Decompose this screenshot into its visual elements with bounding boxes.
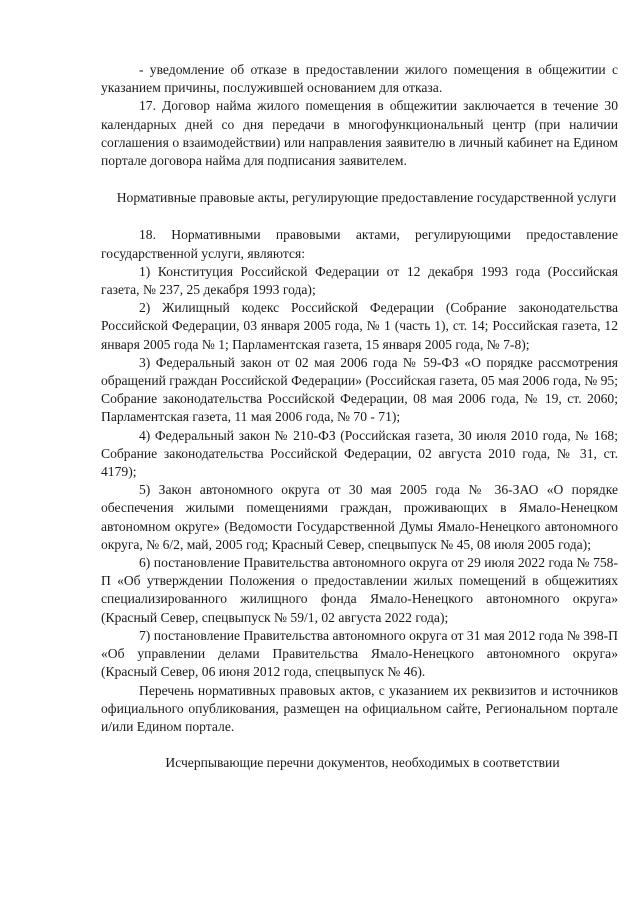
spacer [101,736,618,754]
spacer [101,207,618,226]
list-item-federal-law-210: 4) Федеральный закон № 210-ФЗ (Российская газета, 30 июля 2010 года, № 168; Собрание законодательства Российской Федерации, 02 августа 2010 года, № 31, ст. 4179); [101,427,618,480]
section-heading-text: Нормативные правовые акты, регулирующие предоставление государственной услуги [116,190,617,206]
paragraph-18-intro: 18. Нормативными правовыми актами, регулирующими предоставление государственной услуги, являются: [101,227,618,261]
document-page [101,61,618,772]
list-item-resolution-758: 6) постановление Правительства автономного округа от 29 июля 2022 года № 758-П «Об утверждении Положения о предоставлении жилых помещений в общежитиях специализированного жилищного фонда Ямало-Ненецкого автономного округа» (Красный Север, спецвыпуск № 59/1, 02 августа 2022 года); [101,555,618,625]
list-item-regional-law-36: 5) Закон автономного округа от 30 мая 2005 года № 36-ЗАО «О порядке обеспечения жилыми помещениями граждан, проживающих в Ямало-Ненецком автономном округе» (Ведомости Государственной Думы Ямало-Ненецкого автономного округа, № 6/2, май, 2005 год; Красный Север, спецвыпуск № 45, 08 июля 2005 года); [101,482,618,552]
section-heading-regulations [101,189,618,207]
list-item-constitution: 1) Конституция Российской Федерации от 12 декабря 1993 года (Российская газета, № 237, 25 декабря 1993 года); [101,263,618,298]
list-item-housing-code: 2) Жилищный кодекс Российской Федерации (Собрание законодательства Российской Федерации, 03 января 2005 года, № 1 (часть 1), ст. 14; Российская газета, 12 января 2005 года № 1; Парламентская газета, 15 января 2005 года, № 7-8); [101,300,618,352]
list-item-federal-law-59: 3) Федеральный закон от 02 мая 2006 года № 59-ФЗ «О порядке рассмотрения обращений граждан Российской Федерации» (Российская газета, 05 мая 2006 года, № 95; Собрание законодательства Российской Федерации, 08 мая 2006 года, № 19, ст. 2060; Парламентская газета, 11 мая 2006 года, № 70 - 71); [101,354,618,425]
section-heading-documents [101,754,618,772]
paragraph-17-contract: 17. Договор найма жилого помещения в общежитии заключается в течение 30 календарных дней со дня передачи в многофункциональный центр (при наличии соглашения о взаимодействии) или направления заявителю в личный кабинет на Едином портале договора найма для подписания заявителем. [101,98,618,169]
list-item-resolution-398: 7) постановление Правительства автономного округа от 31 мая 2012 года № 398-П «Об управлении делами Правительства Ямало-Ненецкого автономного округа» (Красный Север, 06 июня 2012 года, спецвыпуск № 46). [101,627,618,680]
spacer [101,170,618,189]
paragraph-refusal-notice: - уведомление об отказе в предоставлении жилого помещения в общежитии с указанием причины, послужившей основанием для отказа. [101,62,618,96]
paragraph-list-publication: Перечень нормативных правовых актов, с указанием их реквизитов и источников официального опубликования, размещен на официальном сайте, Региональном портале и/или Едином портале. [101,682,618,734]
section-heading-text: Исчерпывающие перечни документов, необходимых в соответствии [165,755,560,771]
